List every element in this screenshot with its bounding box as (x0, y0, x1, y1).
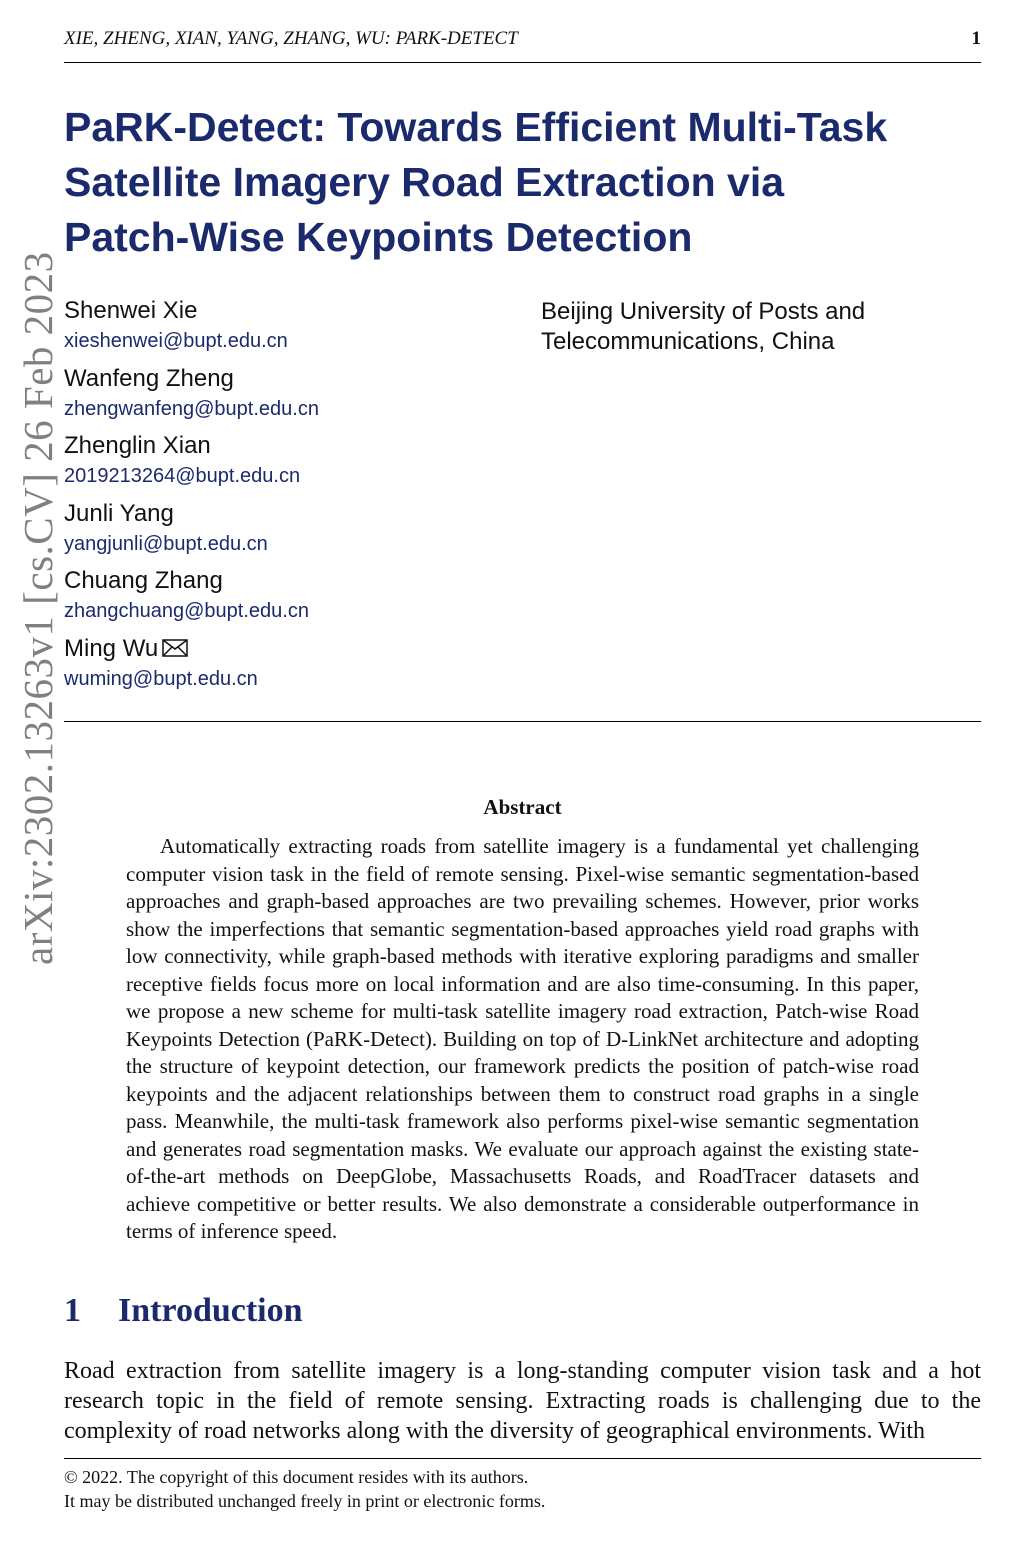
author-email-link[interactable]: zhangchuang@bupt.edu.cn (64, 600, 309, 622)
arxiv-stamp: arXiv:2302.13263v1 [cs.CV] 26 Feb 2023 (15, 251, 61, 965)
title-line: PaRK-Detect: Towards Efficient Multi-Task (64, 104, 888, 150)
envelope-icon (162, 635, 188, 653)
title-line: Patch-Wise Keypoints Detection (64, 214, 693, 260)
running-title: XIE, ZHENG, XIAN, YANG, ZHANG, WU: PARK-DETECT (64, 28, 518, 49)
author-name: Ming Wu (64, 634, 159, 662)
author-entry (64, 431, 504, 499)
distribution-line: It may be distributed unchanged freely in print or electronic forms. (64, 1491, 546, 1511)
header-rule (64, 62, 981, 63)
author-entry (64, 566, 504, 634)
author-entry (64, 364, 504, 432)
affiliation-line: Telecommunications, China (541, 328, 835, 355)
copyright-line: © 2022. The copyright of this document resides with its authors. (64, 1467, 529, 1487)
author-name: Junli Yang (64, 499, 174, 527)
author-name: Wanfeng Zheng (64, 364, 234, 392)
affiliation-line: Beijing University of Posts and (541, 298, 866, 325)
author-email-link[interactable]: zhengwanfeng@bupt.edu.cn (64, 397, 319, 420)
author-name: Shenwei Xie (64, 297, 198, 324)
title-block-rule (64, 721, 981, 722)
author-name: Zhenglin Xian (64, 432, 211, 459)
section-heading (64, 1290, 664, 1332)
author-name: Chuang Zhang (64, 567, 223, 594)
author-email-link[interactable]: 2019213264@bupt.edu.cn (64, 465, 301, 487)
author-entry (64, 296, 504, 364)
author-email-link[interactable]: yangjunli@bupt.edu.cn (64, 532, 268, 555)
introduction-text: Road extraction from satellite imagery is a long-standing computer vision task and a hot research topic in the field of remote sensing. Extracting roads is challenging due to the complexity of road networks along with the diversity of geographical environments. With (64, 1358, 981, 1444)
section-title: Introduction (118, 1292, 303, 1329)
affiliation (541, 297, 961, 357)
author-email-link[interactable]: wuming@bupt.edu.cn (64, 667, 258, 690)
corresponding-author (64, 634, 504, 664)
author-entry (64, 634, 504, 702)
abstract-text: Automatically extracting roads from satellite imagery is a fundamental yet challenging computer vision task in the field of remote sensing. Pixel-wise semantic segmentation-based approaches and graph-based approaches are two prevailing schemes. However, prior works show the imperfections that semantic segmentation-based approaches yield road graphs with low connectivity, while graph-based methods with iterative exploring paradigms and smaller receptive fields focus more on local information and are also time-consuming. In this paper, we propose a new scheme for multi-task satellite imagery road extraction, Patch-wise Road Keypoints Detection (PaRK-Detect). Building on top of D-LinkNet architecture and adopting the structure of keypoint detection, our framework predicts the position of patch-wise road keypoints and the adjacent relationships between them to construct road graphs in a single pass. Meanwhile, the multi-task framework also performs pixel-wise semantic segmentation and generates road segmentation masks. We evaluate our approach against the existing state-of-the-art methods on DeepGlobe, Massachusetts Roads, and RoadTracer datasets and achieve competitive or better results. We also demonstrate a considerable outperformance in terms of inference speed. (126, 834, 919, 1243)
paper-title (64, 100, 964, 265)
title-line: Satellite Imagery Road Extraction via (64, 159, 785, 205)
page-number: 1 (971, 28, 981, 49)
abstract-heading: Abstract (483, 795, 562, 819)
section-number: 1 (64, 1292, 81, 1329)
author-list (64, 296, 504, 701)
author-email-link[interactable]: xieshenwei@bupt.edu.cn (64, 330, 288, 352)
running-header (64, 28, 981, 60)
copyright-footer (64, 1465, 981, 1513)
footer-rule (64, 1458, 981, 1459)
author-entry (64, 499, 504, 567)
